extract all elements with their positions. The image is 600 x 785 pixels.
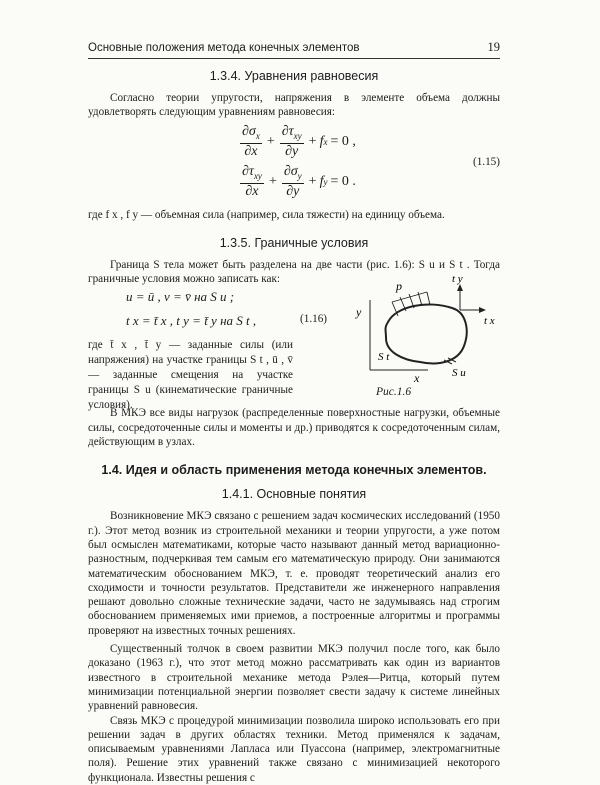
label-p: p: [396, 279, 402, 294]
label-ty: t y: [452, 273, 463, 286]
formula-displacement-bc: u = ū , v = v̄ на S u ;: [126, 289, 235, 305]
section-title-1-3-4: 1.3.4. Уравнения равновесия: [209, 69, 379, 83]
label-st: S t: [378, 351, 390, 364]
label-x-axis: x: [414, 371, 420, 385]
section-title-1-3-5: 1.3.5. Граничные условия: [219, 235, 369, 250]
equation-row-x: $\frac{\partial\sigma_x}{\partial x}$ + $\frac{\partial\tau_{xy}}{\partial y}$ + f x = 0 ,: [242, 123, 356, 160]
header-rule: [88, 58, 500, 59]
running-title: Основные положения метода конечных элементов: [88, 42, 360, 54]
arrowhead-tx: [479, 307, 486, 313]
label-su: S u: [452, 367, 466, 380]
paragraph-applications: Связь МКЭ с процедурой минимизации позволила широко использовать его при решении задач в других областях техники. Метод применялся к задачам, описываемым уравнениями Лапласа или Пуассона (например, электромагнитные поля). Решение этих уравнений также связано с минимизацией некоторого функционала. Известны решения с: [88, 714, 500, 784]
paragraph-equilibrium-intro: Согласно теории упругости, напряжения в элементе объема должны удовлетворять следующим уравнениям равновесия:: [88, 92, 500, 119]
paragraph-given-values: где t̄ x , t̄ y — заданные силы (или напряжения) на участке границы S t , ū , v̄ — заданные смещения на участке границы S u (кинематические граничные условия).: [88, 339, 293, 412]
equation-row-y: $\frac{\partial\tau_{xy}}{\partial x}$ + $\frac{\partial\sigma_y}{\partial y}$ + f y = 0 .: [242, 163, 356, 200]
running-header: [88, 40, 500, 58]
figure-caption: Рис.1.6: [376, 386, 412, 399]
section-title-1-4-1: 1.4.1. Основные понятия: [221, 487, 367, 502]
paragraph-rayleigh-ritz: Существенный толчок в своем развитии МКЭ получил после того, как было доказано (1963 г.), что этот метод можно рассматривать как один из вариантов известного в строительной механике метода Рэлея—Ритца, который путем минимизации потенциальной энергии позволяет свести задачу к системе линейных уравнений равновесия.: [88, 643, 500, 713]
paragraph-loads: В МКЭ все виды нагрузок (распределенные поверхностные нагрузки, объемные силы, сосредоточенные силы и моменты и др.) приводятся к сосредоточенным силам, действующим в узлах.: [88, 407, 500, 449]
equation-1-15: [88, 124, 500, 204]
formula-traction-bc: t x = t̄ x , t y = t̄ y на S t ,: [126, 313, 257, 329]
page: [88, 40, 500, 785]
paragraph-origin: Возникновение МКЭ связано с решением задач космических исследований (1950 г.). Этот метод возник из строительной механики и теории упругости, а уже потом был осмыслен математиками, которые часто называют данный метод вариационно-разностным, подчеркивая тем самым его математическую природу. Они занимаются математическим обоснованием МКЭ, т. е. проводят теоретический анализ его сходимости и точности результатов. Представители же инженерного направления решают довольно сложные технические задачи, часто не задумываясь над строгим обоснованием применяемых ими приемов, а построенные алгоритмы и программы проверяют на известных точных решениях.: [88, 510, 500, 637]
page-number: 19: [487, 40, 500, 54]
figure-1-6: [348, 272, 498, 402]
section-title-1-4: 1.4. Идея и область применения метода конечных элементов.: [101, 463, 487, 478]
boundary-conditions: [88, 288, 328, 413]
arrowhead-ty: [457, 284, 463, 291]
boundary-block: [88, 273, 500, 412]
figure-drawing: [348, 272, 498, 384]
label-y-axis: y: [356, 305, 362, 320]
equation-number-1-16: (1.16): [300, 313, 328, 326]
paragraph-body-force: где f x , f y — объемная сила (например, сила тяжести) на единицу объема.: [88, 208, 445, 221]
paragraph-boundary-intro: Граница S тела может быть разделена на две части (рис. 1.6): S u и S t . Тогда граничные условия можно записать как:: [88, 258, 500, 286]
equation-number-1-15: (1.15): [472, 155, 500, 168]
label-tx: t x: [484, 315, 495, 328]
body-outline: [386, 305, 467, 364]
